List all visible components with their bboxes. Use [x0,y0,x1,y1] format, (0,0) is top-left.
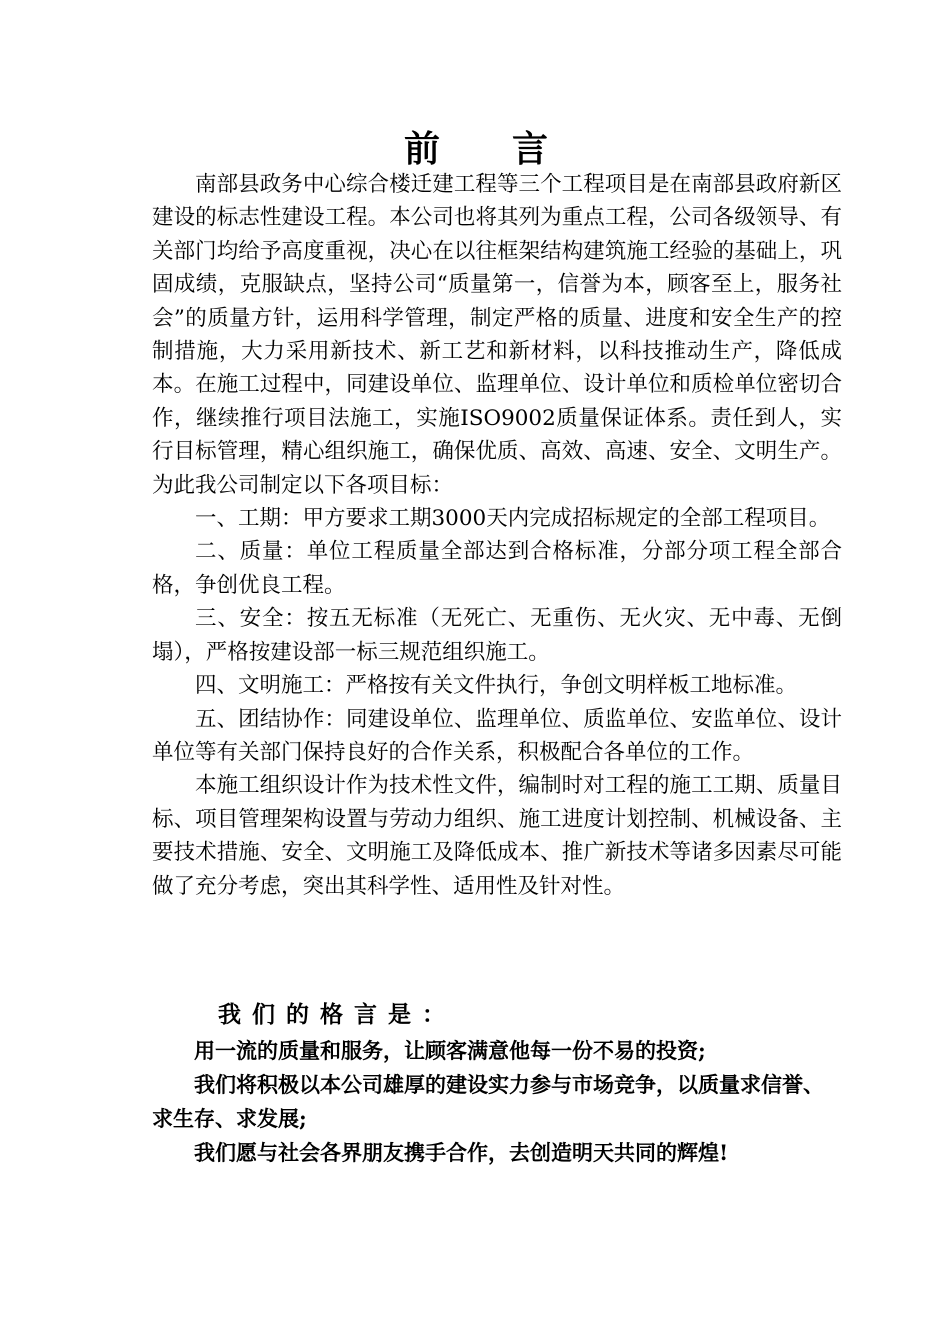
motto-line: 我们愿与社会各界朋友携手合作，去创造明天共同的辉煌! [194,1140,729,1165]
goal-schedule: 一、工期：甲方要求工期3000天内完成招标规定的全部工程项目。 [195,506,831,532]
motto-section [152,996,842,1170]
closing-paragraph: 本施工组织设计作为技术性文件，编制时对工程的施工工期、质量目标、项目管理架构设置与劳动力组织、施工进度计划控制、机械设备、主要技术措施、安全、文明施工及降低成本、推广新技术等诸多因素尽可能做了充分考虑，突出其科学性、适用性及针对性。 [152,773,842,899]
preface-body [152,168,842,903]
motto-line: 用一流的质量和服务，让顾客满意他每一份不易的投资; [194,1038,706,1063]
motto-heading: 我们的格言是： [218,1001,456,1028]
goal-cooperation: 五、团结协作：同建设单位、监理单位、质监单位、安监单位、设计单位等有关部门保持良好的合作关系，积极配合各单位的工作。 [152,706,842,765]
page-title: 前言 [403,128,620,170]
goal-quality: 二、质量：单位工程质量全部达到合格标准，分部分项工程全部合格，争创优良工程。 [152,539,842,598]
motto-line: 我们将积极以本公司雄厚的建设实力参与市场竞争，以质量求信誉、求生存、求发展; [152,1072,824,1131]
goal-safety: 三、安全：按五无标准（无死亡、无重伤、无火灾、无中毒、无倒塌），严格按建设部一标三规范组织施工。 [152,606,842,665]
goal-civilized-construction: 四、文明施工：严格按有关文件执行，争创文明样板工地标准。 [195,673,798,699]
intro-paragraph: 南部县政务中心综合楼迁建工程等三个工程项目是在南部县政府新区建设的标志性建设工程。本公司也将其列为重点工程，公司各级领导、有关部门均给予高度重视，决心在以往框架结构建筑施工经验的基础上，巩固成绩，克服缺点，坚持公司“质量第一，信誉为本，顾客至上，服务社会”的质量方针，运用科学管理，制定严格的质量、进度和安全生产的控制措施，大力采用新技术、新工艺和新材料，以科技推动生产，降低成本。在施工过程中，同建设单位、监理单位、设计单位和质检单位密切合作，继续推行项目法施工，实施ISO9002质量保证体系。责任到人，实行目标管理，精心组织施工，确保优质、高效、高速、安全、文明生产。为此我公司制定以下各项目标： [152,172,842,498]
